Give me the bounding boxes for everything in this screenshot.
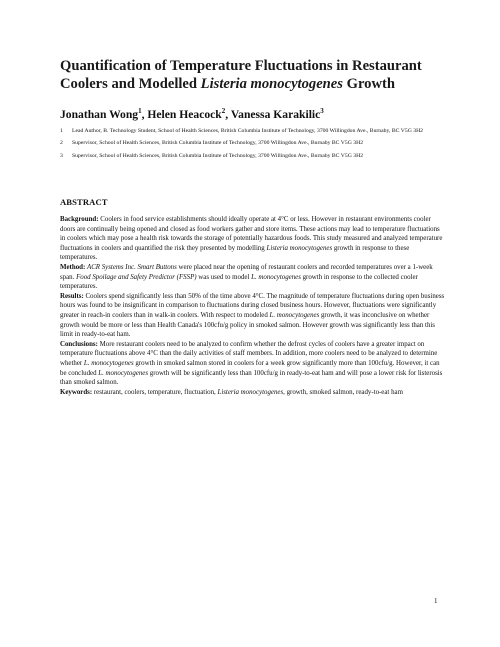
affiliation-text: Lead Author, B. Technology Student, School of Health Sciences, British Columbia Institute of Technology, 3700 Willingdon Ave., Burnaby, BC V5G 3H2 [72, 128, 424, 134]
abstract-body [60, 215, 445, 397]
results-organism: L. monocytogenes [269, 311, 320, 319]
affiliations [60, 127, 445, 164]
method-text: were placed near the opening of restaurant coolers and recorded temperatures over a 1-week span. [60, 263, 433, 281]
author-name: Vanessa Karakilic [230, 107, 321, 121]
title-line-2 [60, 76, 450, 94]
affiliation-text: Supervisor, School of Health Sciences, British Columbia Institute of Technology, 3700 Willingdon Ave., Burnaby BC V5G 3H2 [72, 140, 364, 147]
title-line-2-suffix: Growth [342, 75, 395, 92]
affiliation-text: Supervisor, School of Health Sciences, British Columbia Institute of Technology, 3700 Willingdon Ave., Burnaby BC V5G 3H2 [72, 152, 364, 159]
method-text-3: growth in response to the collected cooler temperatures. [60, 273, 418, 291]
background-organism: Listeria monocytogenes [266, 244, 333, 252]
abstract-method [60, 263, 445, 292]
method-organism: L. monocytogenes [251, 273, 301, 281]
title-line-1: Quantification of Temperature Fluctuations in Restaurant [60, 58, 422, 74]
keywords-text-2: , growth, smoked salmon, ready-to-eat ham [283, 388, 403, 396]
author-superscript: 3 [320, 107, 324, 115]
keywords-organism: Listeria monocytogenes [217, 388, 284, 396]
conclusions-text-3: growth will be significantly less than 100cfu/g in ready-to-eat ham and will pose a lower risk for listerosis than smoked salmon. [60, 369, 443, 387]
results-text-2: growth, it was inconclusive on whether growth would be more or less than Health Canada's 100cfu/g policy in smoked salmon. However growth was significantly less than this limit in ready-to-eat ham. [60, 311, 435, 339]
conclusions-label: Conclusions: [60, 340, 98, 348]
conclusions-text-2: growth in smoked salmon stored in coolers for a week grow significantly more than 100cfu/g. However, it can be concluded [60, 359, 440, 377]
abstract-keywords [60, 388, 445, 398]
method-software: Food Spoilage and Safety Predictor (FSSP) [76, 273, 197, 281]
author-name: Helen Heacock [147, 107, 222, 121]
author-superscript: 2 [221, 107, 226, 115]
abstract-background [60, 215, 445, 263]
background-text-end: growth in response to these temperatures. [60, 244, 410, 262]
background-label: Background: [60, 216, 99, 223]
method-device: ACR Systems Inc. Smart Buttons [87, 263, 177, 271]
abstract-results [60, 292, 445, 340]
title-line-2-prefix: Coolers and Modelled [60, 75, 201, 92]
abstract-heading: ABSTRACT [60, 197, 108, 207]
author-superscript: 1 [138, 107, 142, 115]
conclusions-text: More restaurant coolers need to be analyzed to confirm whether the defrost cycles of coolers have a greater impact on temperature fluctuations above 4°C than the daily activities of staff members. In addition, more coolers need to be analyzed to determine whether [60, 340, 438, 367]
affiliation-number: 1 [60, 128, 63, 134]
author-separator: , [225, 107, 231, 121]
results-label: Results: [60, 292, 84, 300]
keywords-text: restaurant, coolers, temperature, fluctuation, [92, 388, 218, 396]
affiliation-number: 2 [60, 140, 63, 147]
affiliation-number: 3 [60, 152, 63, 159]
author-list [60, 104, 450, 122]
page-number: 1 [434, 597, 438, 605]
affiliation-item [60, 139, 445, 147]
affiliation-item [60, 152, 445, 160]
author-separator: , [141, 107, 148, 121]
conclusions-organism: L. monocytogenes [83, 359, 134, 367]
paper-title [60, 58, 450, 93]
method-text-2: was used to model [196, 273, 252, 281]
title-organism: Listeria monocytogenes [200, 75, 343, 92]
affiliation-item [60, 127, 445, 135]
abstract-conclusions [60, 340, 445, 388]
conclusions-organism-2: L. monocytogenes [98, 369, 149, 377]
method-label: Method: [60, 263, 86, 271]
keywords-label: Keywords: [60, 388, 93, 396]
background-text: Coolers in food service establishments should ideally operate at 4°C or less. However in restaurant environments cooler doors are continually being opened and closed as food workers gather and store items. These actions may lead to temperature fluctuations in coolers which may pose a health risk towards the storage of potentially hazardous foods. This study measured and analyzed temperature fluctuations in coolers and quantified the risk they presented by modelling [60, 216, 443, 252]
author-name: Jonathan Wong [60, 107, 139, 121]
results-text: Coolers spend significantly less than 50% of the time above 4°C. The magnitude of temperature fluctuations during open business hours was found to be insignificant in comparison to fluctuations during closed business hours. However, fluctuations were significantly greater in reach-in coolers than in walk-in coolers. With respect to modeled [60, 292, 445, 319]
